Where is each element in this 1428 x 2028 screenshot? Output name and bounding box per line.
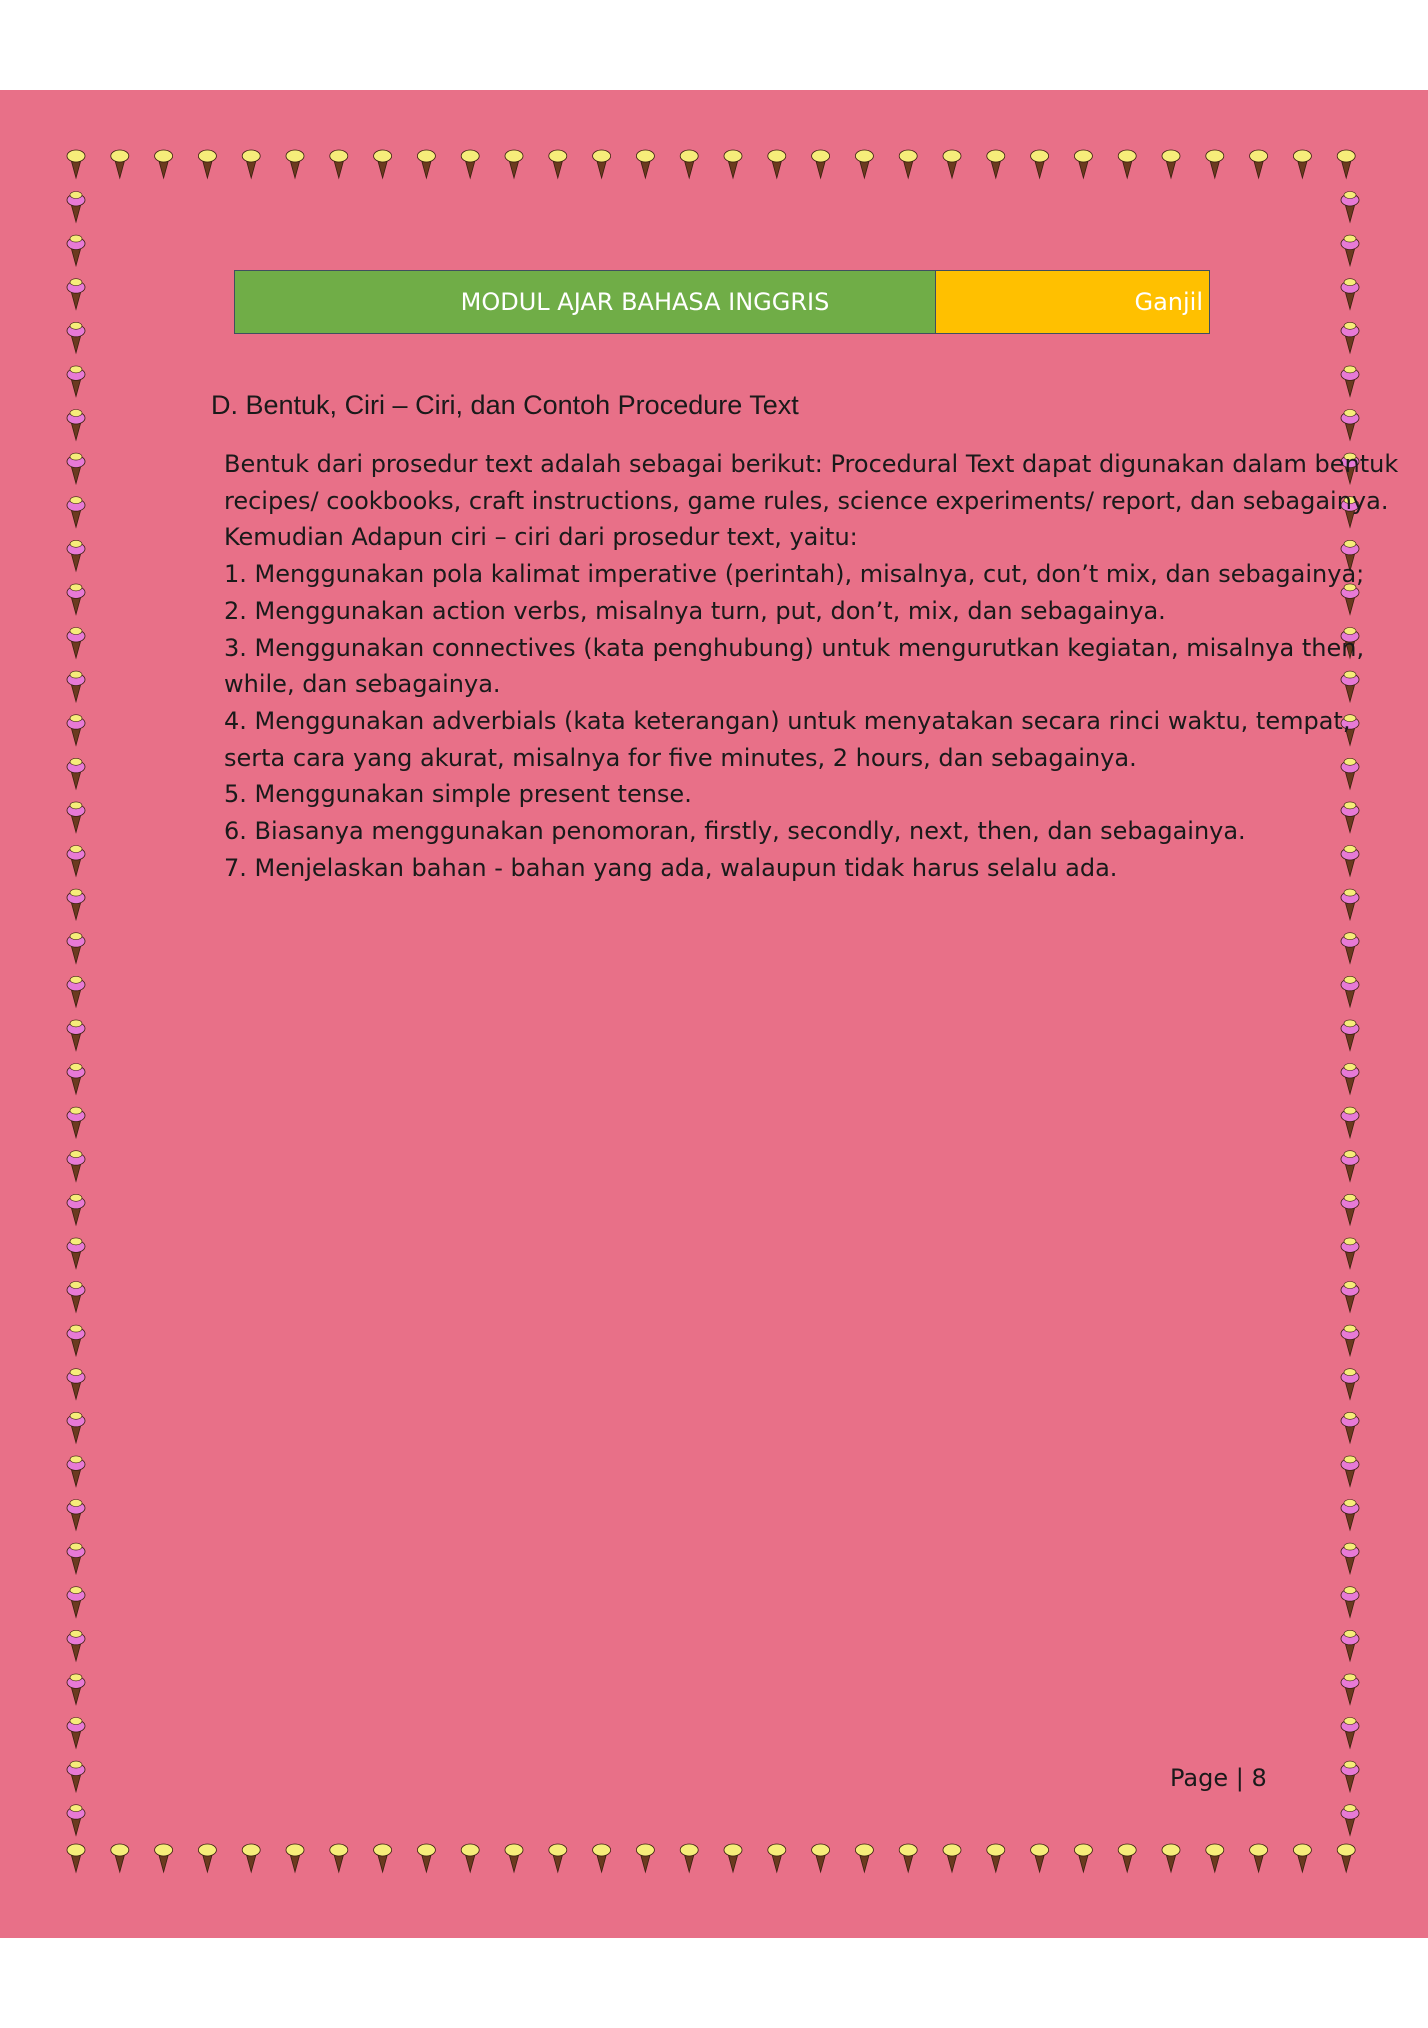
ice-cream-cone-icon <box>67 628 85 659</box>
ice-cream-cone-icon <box>1341 410 1359 441</box>
ice-cream-cone-icon <box>812 1844 830 1872</box>
ice-cream-cone-icon <box>67 453 85 484</box>
ice-cream-cone-icon <box>461 150 479 178</box>
ice-cream-cone-icon <box>1341 1674 1359 1705</box>
module-title: MODUL AJAR BAHASA INGGRIS <box>460 288 830 316</box>
module-header <box>234 270 1210 336</box>
ice-cream-cone-icon <box>67 758 85 789</box>
page-number: Page | 8 <box>1170 1764 1267 1792</box>
ice-cream-cone-icon <box>67 976 85 1007</box>
ice-cream-cone-icon <box>330 1844 348 1872</box>
ice-cream-cone-icon <box>1206 1844 1224 1872</box>
ice-cream-cone-icon <box>198 1844 216 1872</box>
ice-cream-cone-icon <box>67 1674 85 1705</box>
ice-cream-cone-icon <box>67 1194 85 1225</box>
ice-cream-cone-icon <box>1118 150 1136 178</box>
ice-cream-cone-icon <box>67 1369 85 1400</box>
ice-cream-cone-icon <box>374 1844 392 1872</box>
ice-cream-cone-icon <box>1341 1369 1359 1400</box>
semester-box <box>936 270 1210 334</box>
ice-cream-cone-icon <box>67 410 85 441</box>
ice-cream-cone-icon <box>461 1844 479 1872</box>
list-item: 6. Biasanya menggunakan penomoran, firstly, secondly, next, then, dan sebagainya. <box>224 817 1246 846</box>
ice-cream-cone-icon <box>593 1844 611 1872</box>
ice-cream-cone-icon <box>67 584 85 615</box>
ice-cream-cone-icon <box>1341 1456 1359 1487</box>
ice-cream-cone-icon <box>1162 1844 1180 1872</box>
ice-cream-cone-icon <box>1341 322 1359 353</box>
list-item: 7. Menjelaskan bahan - bahan yang ada, walaupun tidak harus selalu ada. <box>224 853 1118 882</box>
ice-cream-cone-icon <box>67 497 85 528</box>
module-title-box <box>234 270 936 334</box>
list-item: 5. Menggunakan simple present tense. <box>224 780 692 809</box>
ice-cream-cone-icon <box>67 1282 85 1313</box>
ice-cream-cone-icon <box>1162 150 1180 178</box>
ice-cream-cone-icon <box>1341 1107 1359 1138</box>
ice-cream-cone-icon <box>67 1761 85 1792</box>
ice-cream-cone-icon <box>1341 1325 1359 1356</box>
ice-cream-cone-icon <box>67 802 85 833</box>
ice-cream-cone-icon <box>1341 235 1359 266</box>
ice-cream-cone-icon <box>899 150 917 178</box>
ice-cream-cone-icon <box>67 1543 85 1574</box>
ice-cream-cone-icon <box>67 1587 85 1618</box>
ice-cream-cone-icon <box>67 1151 85 1182</box>
list-item: 1. Menggunakan pola kalimat imperative (perintah), misalnya, cut, don’t mix, dan sebagainya; <box>224 560 1365 589</box>
ice-cream-cone-icon <box>1341 279 1359 310</box>
ice-cream-cone-icon <box>1341 976 1359 1007</box>
ice-cream-cone-icon <box>417 150 435 178</box>
ice-cream-cone-icon <box>1341 1064 1359 1095</box>
ice-cream-cone-icon <box>374 150 392 178</box>
ice-cream-cone-icon <box>636 150 654 178</box>
ice-cream-cone-icon <box>1341 1587 1359 1618</box>
ice-cream-cone-icon <box>330 150 348 178</box>
ice-cream-cone-icon <box>943 150 961 178</box>
ice-cream-cone-icon <box>242 1844 260 1872</box>
ice-cream-cone-icon <box>1074 1844 1092 1872</box>
ice-cream-cone-icon <box>111 1844 129 1872</box>
ice-cream-cone-icon <box>67 1238 85 1269</box>
ice-cream-cone-icon <box>67 150 85 178</box>
ice-cream-cone-icon <box>1341 1630 1359 1661</box>
section-body <box>224 446 1404 886</box>
ice-cream-cone-icon <box>987 1844 1005 1872</box>
ice-cream-cone-icon <box>1341 1238 1359 1269</box>
ice-cream-cone-icon <box>67 279 85 310</box>
ice-cream-cone-icon <box>67 671 85 702</box>
intro-paragraph: Bentuk dari prosedur text adalah sebagai berikut: Procedural Text dapat digunakan dalam bentuk recipes/ cookbooks, craft instructions, game rules, science experiments/ report, dan sebagainya. Kemudian Adapun ciri – ciri dari prosedur text, yaitu: <box>224 450 1399 552</box>
ice-cream-cone-icon <box>1341 1500 1359 1531</box>
ice-cream-cone-icon <box>1118 1844 1136 1872</box>
ice-cream-cone-icon <box>67 1844 85 1872</box>
ice-cream-cone-icon <box>812 150 830 178</box>
ice-cream-cone-icon <box>505 150 523 178</box>
ice-cream-cone-icon <box>67 1020 85 1051</box>
ice-cream-cone-icon <box>1293 150 1311 178</box>
ice-cream-cone-icon <box>1341 192 1359 223</box>
ice-cream-cone-icon <box>724 150 742 178</box>
ice-cream-cone-icon <box>1341 1543 1359 1574</box>
list-item: 3. Menggunakan connectives (kata penghubung) untuk mengurutkan kegiatan, misalnya then, while, dan sebagainya. <box>224 633 1365 699</box>
ice-cream-cone-icon <box>67 933 85 964</box>
ice-cream-cone-icon <box>549 1844 567 1872</box>
ice-cream-cone-icon <box>67 235 85 266</box>
ice-cream-cone-icon <box>67 1412 85 1443</box>
ice-cream-cone-icon <box>67 715 85 746</box>
ice-cream-cone-icon <box>1341 1151 1359 1182</box>
ice-cream-cone-icon <box>1341 1020 1359 1051</box>
ice-cream-cone-icon <box>67 192 85 223</box>
ice-cream-cone-icon <box>1341 889 1359 920</box>
ice-cream-cone-icon <box>286 1844 304 1872</box>
ice-cream-cone-icon <box>67 889 85 920</box>
ice-cream-cone-icon <box>1250 150 1268 178</box>
ice-cream-cone-icon <box>1341 1761 1359 1792</box>
ice-cream-cone-icon <box>67 846 85 877</box>
ice-cream-cone-icon <box>67 1630 85 1661</box>
ice-cream-cone-icon <box>724 1844 742 1872</box>
ice-cream-cone-icon <box>111 150 129 178</box>
ice-cream-cone-icon <box>67 322 85 353</box>
ice-cream-cone-icon <box>67 540 85 571</box>
ice-cream-cone-icon <box>1341 1282 1359 1313</box>
ice-cream-cone-icon <box>1341 1194 1359 1225</box>
ice-cream-cone-icon <box>1337 150 1355 178</box>
ice-cream-cone-icon <box>855 1844 873 1872</box>
ice-cream-cone-icon <box>67 1107 85 1138</box>
semester-label: Ganjil <box>1134 288 1203 316</box>
ice-cream-cone-icon <box>67 1456 85 1487</box>
ice-cream-cone-icon <box>242 150 260 178</box>
ice-cream-cone-icon <box>1031 1844 1049 1872</box>
ice-cream-cone-icon <box>1031 150 1049 178</box>
ice-cream-cone-icon <box>1206 150 1224 178</box>
ice-cream-cone-icon <box>987 150 1005 178</box>
ice-cream-cone-icon <box>155 150 173 178</box>
ice-cream-cone-icon <box>1341 366 1359 397</box>
ice-cream-cone-icon <box>1341 1805 1359 1836</box>
ice-cream-cone-icon <box>768 1844 786 1872</box>
list-item: 2. Menggunakan action verbs, misalnya turn, put, don’t, mix, dan sebagainya. <box>224 596 1166 625</box>
ice-cream-cone-icon <box>155 1844 173 1872</box>
ice-cream-cone-icon <box>505 1844 523 1872</box>
ice-cream-cone-icon <box>943 1844 961 1872</box>
ice-cream-cone-icon <box>1074 150 1092 178</box>
ice-cream-cone-icon <box>67 366 85 397</box>
list-item: 4. Menggunakan adverbials (kata keterangan) untuk menyatakan secara rinci waktu, tempat, serta cara yang akurat, misalnya for five minutes, 2 hours, dan sebagainya. <box>224 706 1351 772</box>
ice-cream-cone-icon <box>198 150 216 178</box>
ice-cream-cone-icon <box>855 150 873 178</box>
ice-cream-cone-icon <box>67 1805 85 1836</box>
ice-cream-cone-icon <box>680 1844 698 1872</box>
ice-cream-cone-icon <box>67 1500 85 1531</box>
ice-cream-cone-icon <box>1293 1844 1311 1872</box>
ice-cream-cone-icon <box>768 150 786 178</box>
ice-cream-cone-icon <box>67 1325 85 1356</box>
ice-cream-cone-icon <box>1341 1412 1359 1443</box>
ice-cream-cone-icon <box>286 150 304 178</box>
ice-cream-cone-icon <box>417 1844 435 1872</box>
ice-cream-cone-icon <box>1250 1844 1268 1872</box>
ice-cream-cone-icon <box>593 150 611 178</box>
ice-cream-cone-icon <box>1337 1844 1355 1872</box>
ice-cream-cone-icon <box>549 150 567 178</box>
ice-cream-cone-icon <box>899 1844 917 1872</box>
ice-cream-cone-icon <box>1341 933 1359 964</box>
ice-cream-cone-icon <box>67 1064 85 1095</box>
ice-cream-cone-icon <box>67 1718 85 1749</box>
ice-cream-cone-icon <box>1341 1718 1359 1749</box>
ice-cream-cone-icon <box>680 150 698 178</box>
section-heading: D. Bentuk, Ciri – Ciri, dan Contoh Procedure Text <box>211 390 799 420</box>
ice-cream-cone-icon <box>636 1844 654 1872</box>
